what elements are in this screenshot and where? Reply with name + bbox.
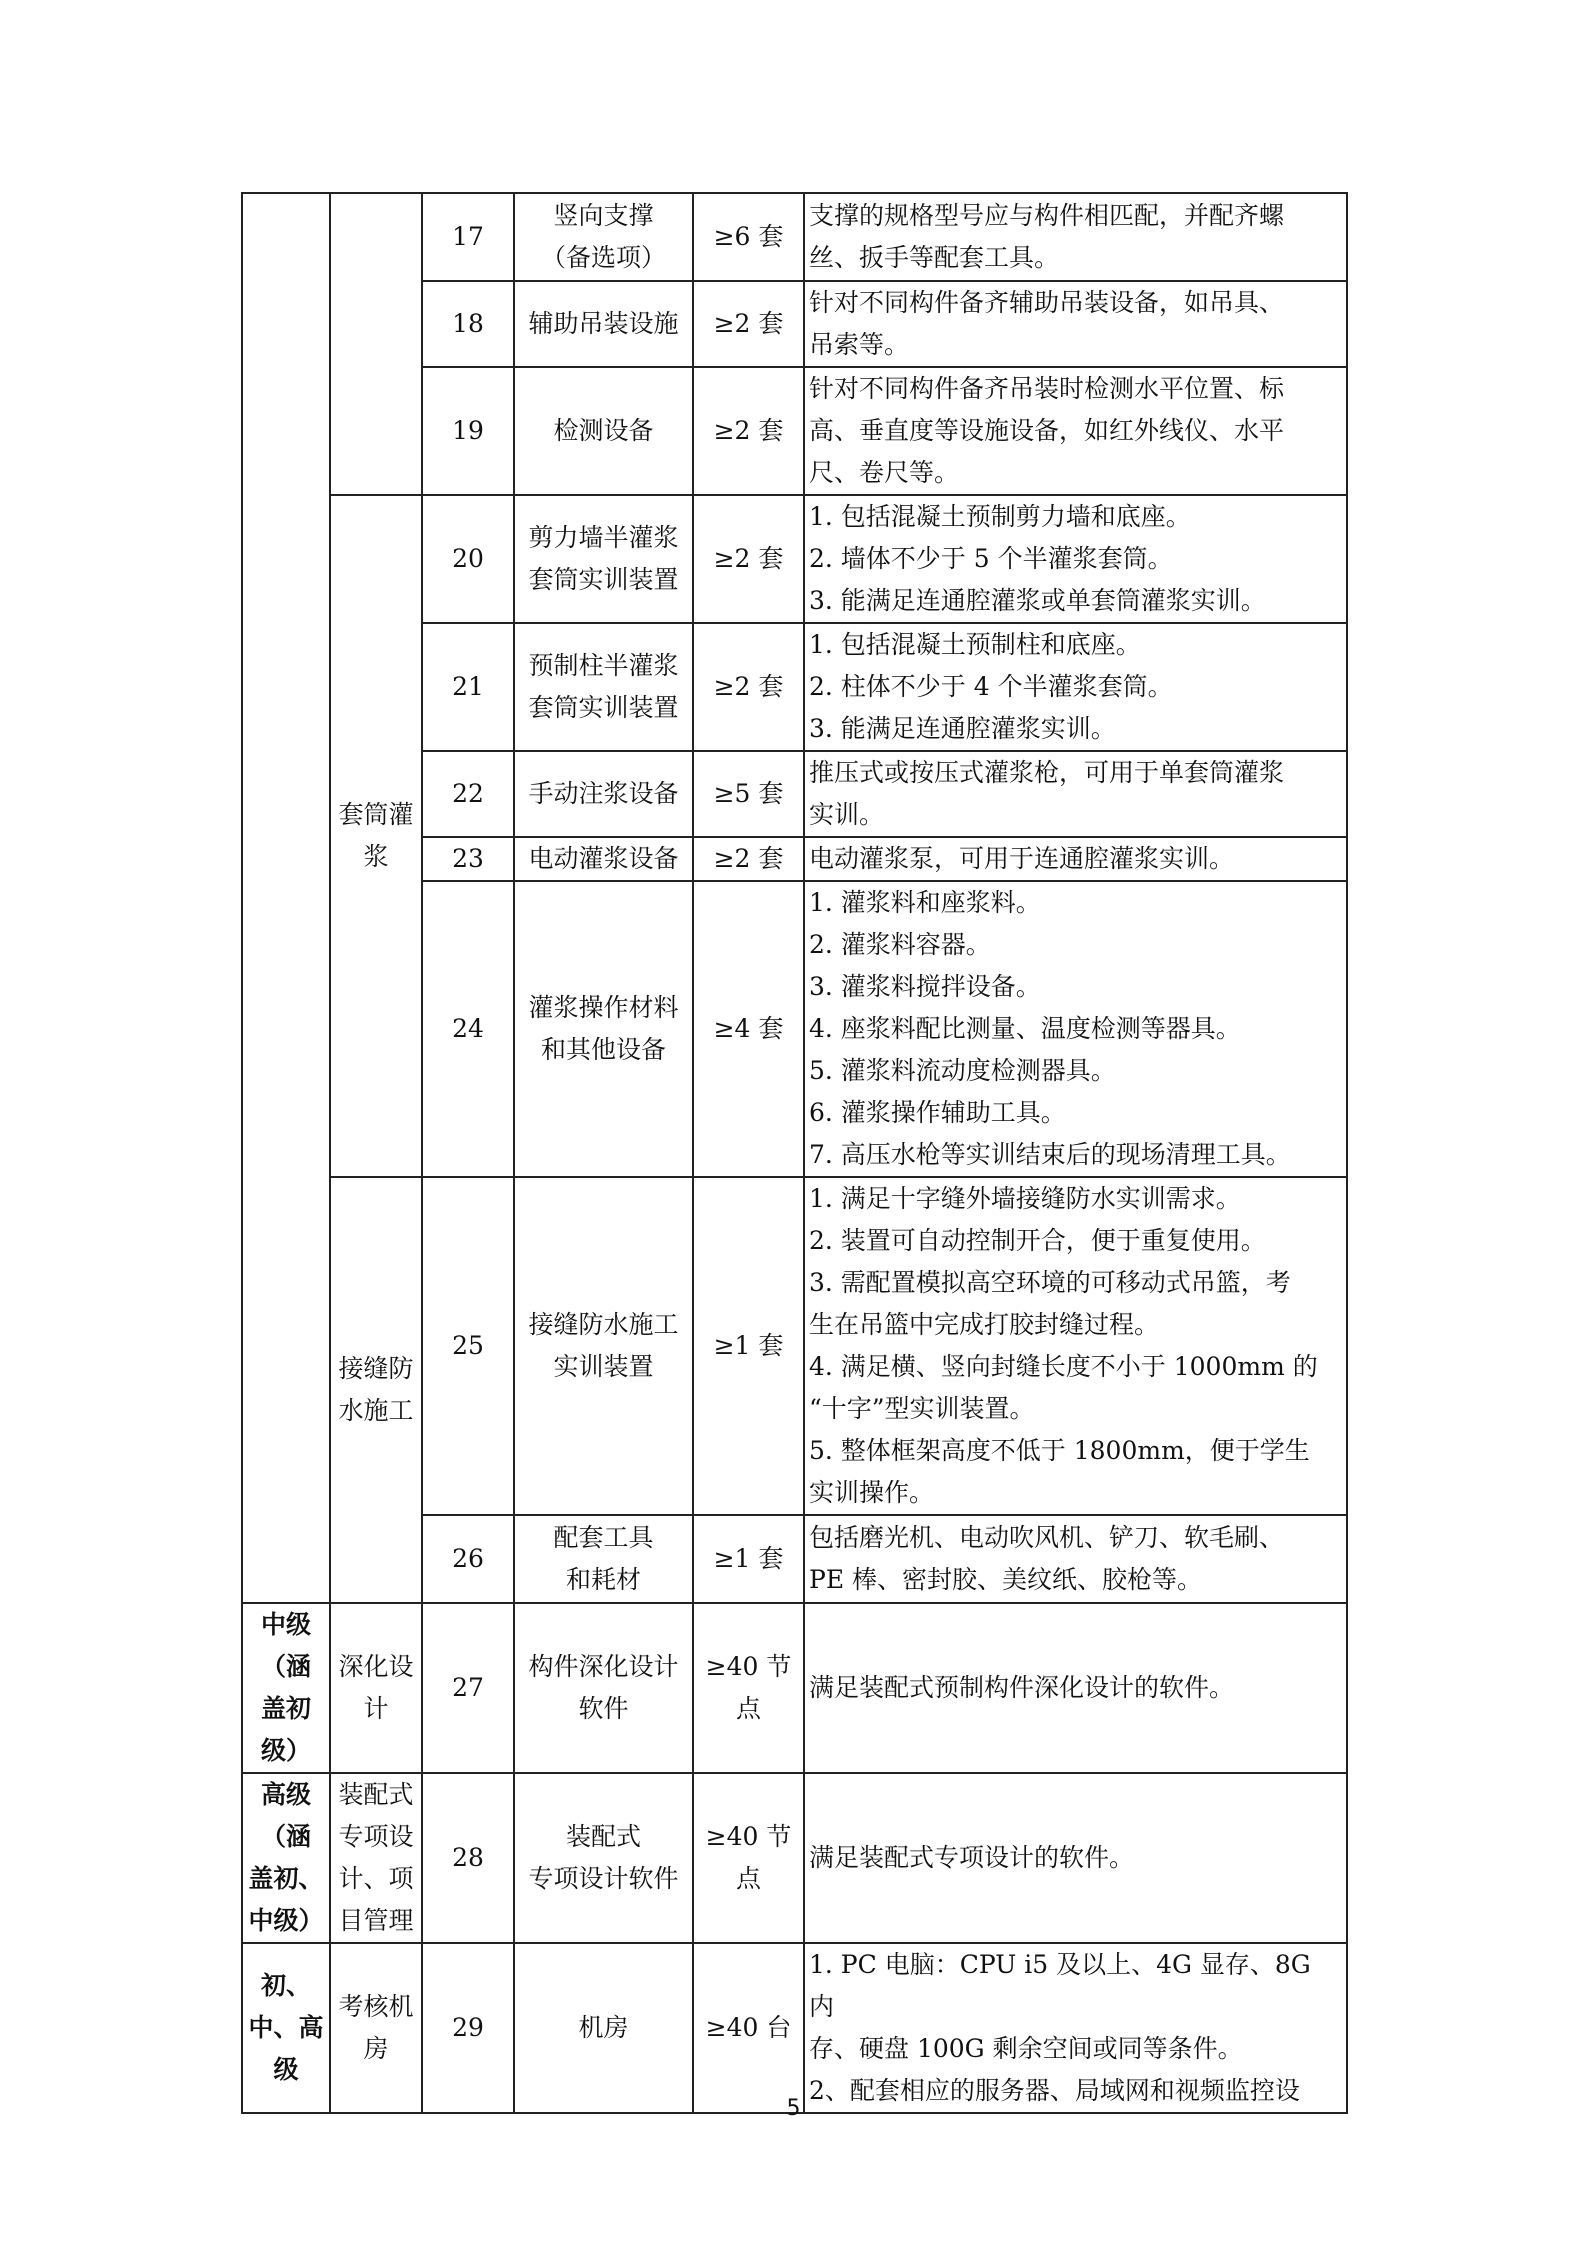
cell-line: 满足装配式预制构件深化设计的软件。 xyxy=(809,1673,1235,1702)
cell-line: 装配式 xyxy=(565,1822,641,1851)
level-cell-empty xyxy=(242,193,330,1603)
cell-line: （涵 xyxy=(260,1652,311,1681)
cell-line: 剪力墙半灌浆 xyxy=(528,523,679,552)
cell-line: 级） xyxy=(260,1736,311,1765)
item-name xyxy=(514,837,693,881)
cell-line: 专项设 xyxy=(338,1822,414,1851)
cell-line: 接缝防水施工 xyxy=(528,1310,679,1339)
cell-line: 软件 xyxy=(578,1694,629,1723)
cell-line: 4. 满足横、竖向封缝长度不小于 1000mm 的 xyxy=(809,1352,1318,1381)
cell-line: 检测设备 xyxy=(553,416,654,445)
item-number: 22 xyxy=(422,751,514,837)
cell-line: 浆 xyxy=(363,842,389,871)
cell-line: 目管理 xyxy=(338,1906,414,1935)
cell-line: 满足装配式专项设计的软件。 xyxy=(809,1843,1135,1872)
cell-line: “十字”型实训装置。 xyxy=(809,1394,1035,1423)
item-name xyxy=(514,1515,693,1603)
cell-line: 6. 灌浆操作辅助工具。 xyxy=(809,1098,1066,1127)
cell-line: 灌浆操作材料 xyxy=(528,993,679,1022)
cell-line: 深化设 xyxy=(338,1652,414,1681)
item-quantity: ≥4 套 xyxy=(693,881,804,1177)
level-cell-senior xyxy=(242,1773,330,1943)
cell-line: 电动灌浆泵，可用于连通腔灌浆实训。 xyxy=(809,844,1235,873)
item-number: 25 xyxy=(422,1177,514,1515)
cell-line: 5. 整体框架高度不低于 1800mm，便于学生 xyxy=(809,1436,1310,1465)
item-quantity: ≥1 套 xyxy=(693,1515,804,1603)
cell-line: 高级 xyxy=(260,1780,311,1809)
item-number: 19 xyxy=(422,367,514,495)
cell-line: 级 xyxy=(273,2055,299,2084)
equipment-table xyxy=(241,192,1348,2114)
cell-line: 和其他设备 xyxy=(540,1035,666,1064)
cell-line: 生在吊篮中完成打胶封缝过程。 xyxy=(809,1310,1160,1339)
module-cell-empty xyxy=(330,193,422,495)
item-quantity: ≥2 套 xyxy=(693,281,804,367)
cell-line: 1. 满足十字缝外墙接缝防水实训需求。 xyxy=(809,1184,1241,1213)
cell-line: 中、高 xyxy=(248,2013,324,2042)
item-description xyxy=(804,367,1347,495)
table-row xyxy=(242,1943,1347,2113)
module-cell-deepening xyxy=(330,1603,422,1773)
cell-line: ≥40 台 xyxy=(705,2013,792,2042)
cell-line: 实训。 xyxy=(809,800,885,829)
item-name xyxy=(514,193,693,281)
cell-line: 2. 柱体不少于 4 个半灌浆套筒。 xyxy=(809,672,1173,701)
item-description xyxy=(804,1515,1347,1603)
cell-line: 针对不同构件备齐辅助吊装设备，如吊具、 xyxy=(809,288,1285,317)
item-quantity xyxy=(693,1943,804,2113)
cell-line: 盖初、 xyxy=(248,1864,324,1893)
item-description xyxy=(804,623,1347,751)
item-quantity: ≥2 套 xyxy=(693,837,804,881)
cell-line: 丝、扳手等配套工具。 xyxy=(809,243,1060,272)
item-description xyxy=(804,495,1347,623)
cell-line: 初、 xyxy=(260,1971,311,2000)
item-description xyxy=(804,193,1347,281)
cell-line: 3. 能满足连通腔灌浆或单套筒灌浆实训。 xyxy=(809,586,1266,615)
item-quantity: ≥1 套 xyxy=(693,1177,804,1515)
item-quantity: ≥2 套 xyxy=(693,495,804,623)
cell-line: 套筒实训装置 xyxy=(528,693,679,722)
table-row xyxy=(242,1603,1347,1773)
cell-line: 辅助吊装设施 xyxy=(528,309,679,338)
cell-line: 和耗材 xyxy=(565,1565,641,1594)
cell-line: 计 xyxy=(363,1694,389,1723)
cell-line: （备选项） xyxy=(540,243,666,272)
cell-line: 2. 装置可自动控制开合，便于重复使用。 xyxy=(809,1226,1266,1255)
cell-line: 高、垂直度等设施设备，如红外线仪、水平 xyxy=(809,416,1285,445)
module-cell-grouting xyxy=(330,495,422,1177)
item-quantity: ≥5 套 xyxy=(693,751,804,837)
item-number: 27 xyxy=(422,1603,514,1773)
item-number: 24 xyxy=(422,881,514,1177)
table-row xyxy=(242,193,1347,281)
cell-line: 预制柱半灌浆 xyxy=(528,651,679,680)
cell-line: 3. 能满足连通腔灌浆实训。 xyxy=(809,714,1116,743)
table-row xyxy=(242,1177,1347,1515)
cell-line: 套筒实训装置 xyxy=(528,565,679,594)
cell-line: 点 xyxy=(735,1864,761,1893)
cell-line: 接缝防 xyxy=(338,1354,414,1383)
cell-line: 中级 xyxy=(260,1610,311,1639)
cell-line: 盖初 xyxy=(260,1694,311,1723)
cell-line: 3. 灌浆料搅拌设备。 xyxy=(809,972,1041,1001)
cell-line: 水施工 xyxy=(338,1396,414,1425)
cell-line: 点 xyxy=(735,1694,761,1723)
cell-line: 4. 座浆料配比测量、温度检测等器具。 xyxy=(809,1014,1241,1043)
item-number: 28 xyxy=(422,1773,514,1943)
cell-line: 存、硬盘 100G 剩余空间或同等条件。 xyxy=(809,2034,1243,2063)
cell-line: 1. 包括混凝土预制柱和底座。 xyxy=(809,630,1141,659)
item-name xyxy=(514,1177,693,1515)
cell-line: 1. PC 电脑：CPU i5 及以上、4G 显存、8G 内 xyxy=(809,1950,1311,2021)
cell-line: 实训操作。 xyxy=(809,1478,935,1507)
item-name xyxy=(514,367,693,495)
item-number: 17 xyxy=(422,193,514,281)
cell-line: ≥40 节 xyxy=(705,1652,792,1681)
item-number: 21 xyxy=(422,623,514,751)
item-description xyxy=(804,881,1347,1177)
item-name xyxy=(514,281,693,367)
level-cell-middle xyxy=(242,1603,330,1773)
cell-line: 手动注浆设备 xyxy=(528,779,679,808)
item-quantity: ≥2 套 xyxy=(693,367,804,495)
cell-line: ≥40 节 xyxy=(705,1822,792,1851)
cell-line: 吊索等。 xyxy=(809,330,910,359)
item-name xyxy=(514,1773,693,1943)
cell-line: 包括磨光机、电动吹风机、铲刀、软毛刷、 xyxy=(809,1523,1285,1552)
item-description xyxy=(804,281,1347,367)
cell-line: 装配式 xyxy=(338,1780,414,1809)
cell-line: 支撑的规格型号应与构件相匹配，并配齐螺 xyxy=(809,201,1285,230)
cell-line: 专项设计软件 xyxy=(528,1864,679,1893)
item-number: 23 xyxy=(422,837,514,881)
item-description xyxy=(804,1773,1347,1943)
module-cell-examroom xyxy=(330,1943,422,2113)
item-description xyxy=(804,1603,1347,1773)
item-number: 20 xyxy=(422,495,514,623)
cell-line: 2、配套相应的服务器、局域网和视频监控设 xyxy=(809,2076,1300,2105)
cell-line: 配套工具 xyxy=(553,1523,654,1552)
cell-line: 7. 高压水枪等实训结束后的现场清理工具。 xyxy=(809,1140,1291,1169)
cell-line: 推压式或按压式灌浆枪，可用于单套筒灌浆 xyxy=(809,758,1285,787)
item-quantity: ≥6 套 xyxy=(693,193,804,281)
cell-line: 实训装置 xyxy=(553,1352,654,1381)
item-name xyxy=(514,495,693,623)
page-number: 5 xyxy=(786,2096,801,2121)
item-quantity xyxy=(693,1773,804,1943)
cell-line: 1. 包括混凝土预制剪力墙和底座。 xyxy=(809,502,1191,531)
cell-line: 机房 xyxy=(578,2013,629,2042)
cell-line: 中级） xyxy=(248,1906,324,1935)
table-row xyxy=(242,1773,1347,1943)
item-name xyxy=(514,751,693,837)
item-quantity xyxy=(693,1603,804,1773)
cell-line: 2. 灌浆料容器。 xyxy=(809,930,991,959)
item-description xyxy=(804,1177,1347,1515)
cell-line: 2. 墙体不少于 5 个半灌浆套筒。 xyxy=(809,544,1173,573)
cell-line: 竖向支撑 xyxy=(553,201,654,230)
cell-line: （涵 xyxy=(260,1822,311,1851)
cell-line: 考核机 xyxy=(338,1992,414,2021)
item-number: 26 xyxy=(422,1515,514,1603)
cell-line: 3. 需配置模拟高空环境的可移动式吊篮，考 xyxy=(809,1268,1291,1297)
cell-line: 5. 灌浆料流动度检测器具。 xyxy=(809,1056,1116,1085)
cell-line: 套筒灌 xyxy=(338,800,414,829)
item-quantity: ≥2 套 xyxy=(693,623,804,751)
item-number: 18 xyxy=(422,281,514,367)
cell-line: 构件深化设计 xyxy=(528,1652,679,1681)
item-name xyxy=(514,881,693,1177)
cell-line: 针对不同构件备齐吊装时检测水平位置、标 xyxy=(809,374,1285,403)
level-cell-all xyxy=(242,1943,330,2113)
cell-line: PE 棒、密封胶、美纹纸、胶枪等。 xyxy=(809,1565,1203,1594)
item-description xyxy=(804,837,1347,881)
item-number: 29 xyxy=(422,1943,514,2113)
cell-line: 房 xyxy=(363,2034,389,2063)
item-name xyxy=(514,623,693,751)
cell-line: 计、项 xyxy=(338,1864,414,1893)
item-description xyxy=(804,751,1347,837)
item-name xyxy=(514,1943,693,2113)
cell-line: 电动灌浆设备 xyxy=(528,844,679,873)
item-name xyxy=(514,1603,693,1773)
table-row xyxy=(242,495,1347,623)
item-description xyxy=(804,1943,1347,2113)
cell-line: 1. 灌浆料和座浆料。 xyxy=(809,888,1041,917)
module-cell-special xyxy=(330,1773,422,1943)
cell-line: 尺、卷尺等。 xyxy=(809,458,960,487)
module-cell-waterproof xyxy=(330,1177,422,1603)
